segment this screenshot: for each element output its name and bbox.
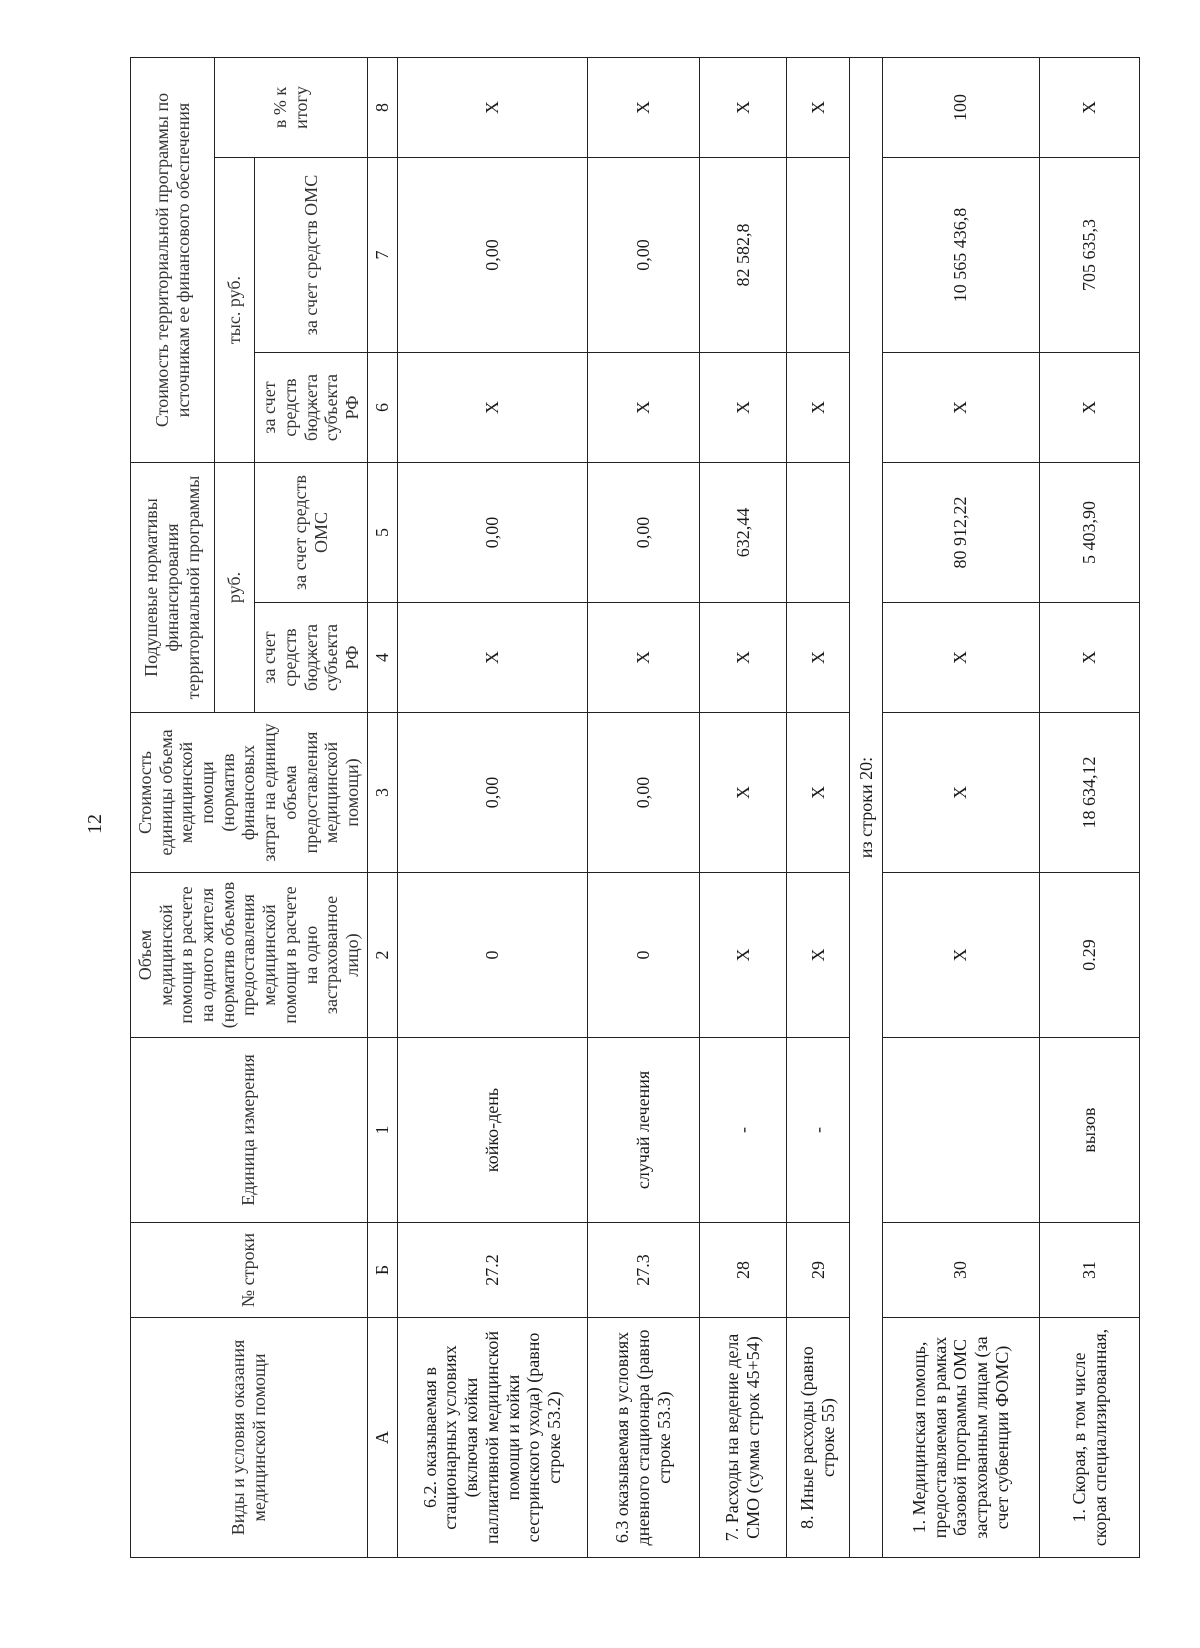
cell-unit: - <box>787 1038 850 1223</box>
cell-row-no: 29 <box>787 1223 850 1318</box>
table-row <box>1039 57 1140 1557</box>
cell-volume: X <box>787 873 850 1038</box>
table-row <box>587 57 699 1557</box>
from-line: из строки 20: <box>849 57 882 1557</box>
cell-budget-total: X <box>787 353 850 463</box>
table-row <box>397 57 587 1557</box>
cell-percent: X <box>1039 57 1140 157</box>
cell-volume: 0 <box>397 873 587 1038</box>
col-number: 1 <box>367 1038 397 1223</box>
cell-unit: вызов <box>1039 1038 1140 1223</box>
cell-unit: случай лечения <box>587 1038 699 1223</box>
cell-budget-total: X <box>882 353 1039 463</box>
col-number: 2 <box>367 873 397 1038</box>
cell-volume: X <box>699 873 786 1038</box>
cell-percent: 100 <box>882 57 1039 157</box>
header-volume: Объем медицинской помощи в расчете на одного жителя (норматив объемов предоставления медицинской помощи в расчете на одно застрахованное лицо) <box>131 873 368 1038</box>
cell-cost: X <box>699 713 786 873</box>
cell-unit: - <box>699 1038 786 1223</box>
cell-budget-per-capita: X <box>882 603 1039 713</box>
cell-oms-total <box>787 158 850 353</box>
col-number: 4 <box>367 603 397 713</box>
column-numbers-row <box>367 57 397 1557</box>
cell-budget-per-capita: X <box>699 603 786 713</box>
cell-percent: X <box>699 57 786 157</box>
cell-budget-total: X <box>1039 353 1140 463</box>
header-per-capita: Подушевые нормативы финансирования территориальной программы <box>131 463 215 713</box>
cell-budget-per-capita: X <box>397 603 587 713</box>
cell-percent: X <box>787 57 850 157</box>
cell-budget-per-capita: X <box>1039 603 1140 713</box>
cell-cost: X <box>787 713 850 873</box>
col-number: 5 <box>367 463 397 603</box>
header-budget-6: за счет средств бюджета субъекта РФ <box>255 353 367 463</box>
cell-cost: 0,00 <box>397 713 587 873</box>
cell-type: 6.3 оказываемая в условиях дневного стационара (равно строке 53.3) <box>587 1318 699 1558</box>
header-oms-5: за счет средств ОМС <box>255 463 367 603</box>
cell-volume: 0.29 <box>1039 873 1140 1038</box>
cell-volume: X <box>882 873 1039 1038</box>
cell-cost: 18 634,12 <box>1039 713 1140 873</box>
cell-volume: 0 <box>587 873 699 1038</box>
cell-unit <box>882 1038 1039 1223</box>
header-unit: Единица измерения <box>131 1038 368 1223</box>
cell-unit: койко-день <box>397 1038 587 1223</box>
cell-budget-total: X <box>587 353 699 463</box>
cell-oms-per-capita <box>787 463 850 603</box>
cell-row-no: 27.3 <box>587 1223 699 1318</box>
cell-row-no: 31 <box>1039 1223 1140 1318</box>
col-number: 8 <box>367 57 397 157</box>
col-number: Б <box>367 1223 397 1318</box>
cell-type: 1. Медицинская помощь, предоставляемая в рамках базовой программы ОМС застрахованным лицам (за счет субвенции ФОМС) <box>882 1318 1039 1558</box>
cell-type: 8. Иные расходы (равно строке 55) <box>787 1318 850 1558</box>
cell-oms-per-capita: 5 403,90 <box>1039 463 1140 603</box>
cell-row-no: 28 <box>699 1223 786 1318</box>
col-number: 7 <box>367 158 397 353</box>
cell-oms-total: 0,00 <box>587 158 699 353</box>
header-total-cost: Стоимость территориальной программы по источникам ее финансового обеспечения <box>131 57 215 462</box>
section-row <box>849 57 882 1557</box>
cell-type: 6.2. оказываемая в стационарных условиях (включая койки паллиативной медицинской помощи и койки сестринского ухода) (равно строке 53.2) <box>397 1318 587 1558</box>
cell-oms-per-capita: 80 912,22 <box>882 463 1039 603</box>
cell-row-no: 27.2 <box>397 1223 587 1318</box>
cell-type: 7. Расходы на ведение дела СМО (сумма строк 45+54) <box>699 1318 786 1558</box>
cell-budget-total: X <box>397 353 587 463</box>
header-budget-4: за счет средств бюджета субъекта РФ <box>255 603 367 713</box>
cell-oms-per-capita: 0,00 <box>397 463 587 603</box>
table-row <box>699 57 786 1557</box>
header-oms-7: за счет средств ОМС <box>255 158 367 353</box>
header-percent: в % к итогу <box>215 57 368 157</box>
page-number: 12 <box>84 814 106 834</box>
cell-percent: X <box>397 57 587 157</box>
program-table <box>130 57 1140 1558</box>
header-type: Виды и условия оказания медицинской помощи <box>131 1318 368 1558</box>
table-row <box>787 57 850 1557</box>
col-number: А <box>367 1318 397 1558</box>
cell-percent: X <box>587 57 699 157</box>
header-per-capita-unit: руб. <box>215 463 255 713</box>
col-number: 6 <box>367 353 397 463</box>
header-row-no: № строки <box>131 1223 368 1318</box>
cell-oms-per-capita: 0,00 <box>587 463 699 603</box>
cell-budget-total: X <box>699 353 786 463</box>
col-number: 3 <box>367 713 397 873</box>
cell-oms-total: 705 635,3 <box>1039 158 1140 353</box>
cell-type: 1. Скорая, в том числе скорая специализированная, <box>1039 1318 1140 1558</box>
cell-oms-total: 82 582,8 <box>699 158 786 353</box>
cell-cost: X <box>882 713 1039 873</box>
cell-cost: 0,00 <box>587 713 699 873</box>
cell-oms-total: 10 565 436,8 <box>882 158 1039 353</box>
cell-row-no: 30 <box>882 1223 1039 1318</box>
header-cost: Стоимость единицы объема медицинской помощи (норматив финансовых затрат на единицу объема предоставления медицинской помощи) <box>131 713 368 873</box>
header-total-cost-unit: тыс. руб. <box>215 158 255 463</box>
cell-oms-per-capita: 632,44 <box>699 463 786 603</box>
cell-budget-per-capita: X <box>787 603 850 713</box>
table-row <box>882 57 1039 1557</box>
cell-budget-per-capita: X <box>587 603 699 713</box>
cell-oms-total: 0,00 <box>397 158 587 353</box>
